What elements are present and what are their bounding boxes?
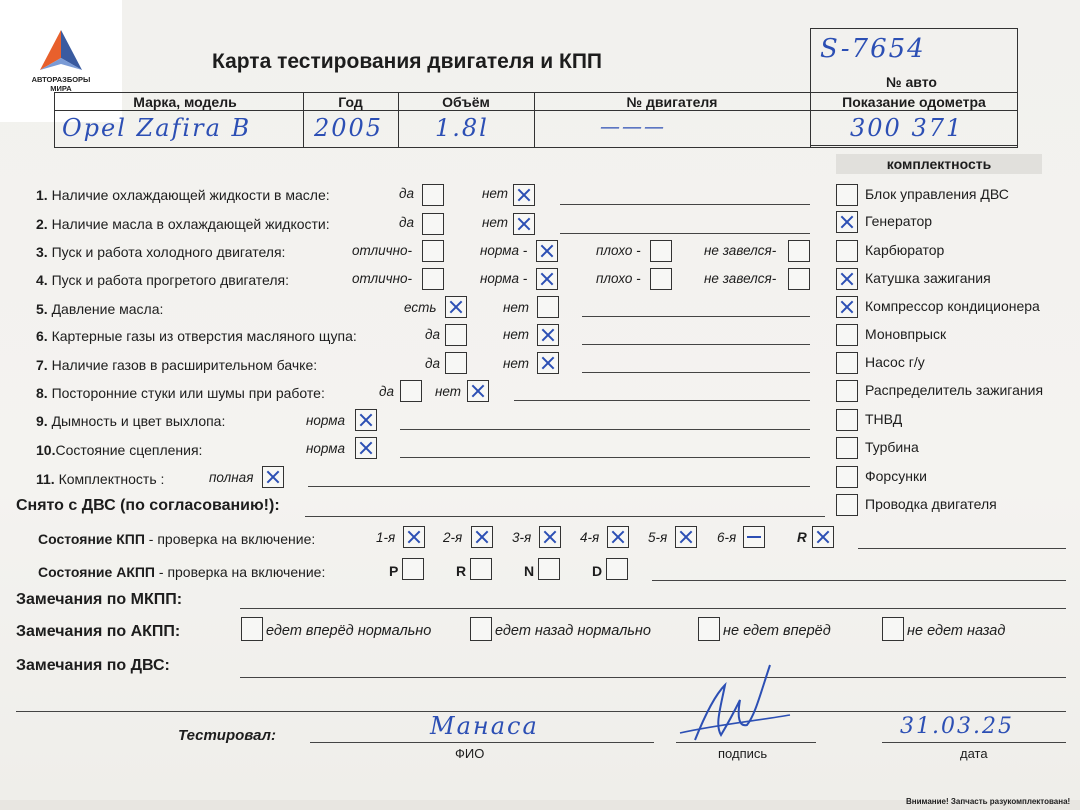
q4-excellent-checkbox[interactable]: [422, 268, 444, 290]
q4-opt-no-start: не завелся-: [704, 271, 777, 286]
kit-item-label: Насос г/у: [865, 354, 925, 370]
q8-text: Посторонние стуки или шумы при работе:: [51, 385, 325, 401]
q10-text: Состояние сцепления:: [55, 442, 203, 458]
kpp-gear-5-checkbox[interactable]: [675, 526, 697, 548]
akpp-mode-r-label: R: [456, 563, 467, 579]
date-handwritten: 31.03.25: [900, 714, 1014, 739]
akpp-no-forward-checkbox[interactable]: [698, 617, 720, 641]
q3-normal-checkbox[interactable]: [536, 240, 558, 262]
q6-opt-no: нет: [503, 327, 530, 342]
q9-num: 9.: [36, 413, 48, 429]
fio-label: ФИО: [455, 746, 485, 761]
value-odometer: 300 371: [850, 114, 964, 142]
q11-opt-full: полная: [209, 470, 254, 485]
q7-opt-yes: да: [425, 356, 440, 371]
q5-num: 5.: [36, 301, 48, 317]
q6-yes-checkbox[interactable]: [445, 324, 467, 346]
q4-text: Пуск и работа прогретого двигателя:: [51, 272, 290, 288]
q5-text: Давление масла:: [51, 301, 164, 317]
akpp-mode-d-checkbox[interactable]: [606, 558, 628, 580]
akpp-backward-ok-label: едет назад нормально: [495, 623, 651, 639]
q3-opt-no-start: не завелся-: [704, 243, 777, 258]
q8-opt-yes: да: [379, 384, 394, 399]
auto-number-label: № авто: [886, 74, 937, 90]
q6-text: Картерные газы из отверстия масляного щупа:: [51, 328, 357, 344]
kpp-gear-3-checkbox[interactable]: [539, 526, 561, 548]
kpp-label-rest: - проверка на включение:: [144, 531, 316, 547]
kit-item-label: Блок управления ДВС: [865, 186, 1009, 202]
q7-num: 7.: [36, 357, 48, 373]
q6-no-checkbox[interactable]: [537, 324, 559, 346]
removed-label: Снято с ДВС (по согласованию!):: [16, 497, 280, 514]
q4-num: 4.: [36, 272, 48, 288]
remarks-akpp-label: Замечания по АКПП:: [16, 623, 181, 640]
q1-opt-no: нет: [482, 186, 509, 201]
akpp-mode-n-label: N: [524, 563, 535, 579]
q4-no-start-checkbox[interactable]: [788, 268, 810, 290]
tester-name-handwritten: Манаса: [430, 712, 539, 740]
q3-no-start-checkbox[interactable]: [788, 240, 810, 262]
akpp-no-forward-label: не едет вперёд: [723, 623, 831, 639]
q1-yes-checkbox[interactable]: [422, 184, 444, 206]
kpp-gear-2-checkbox[interactable]: [471, 526, 493, 548]
kpp-gear-1-checkbox[interactable]: [403, 526, 425, 548]
kpp-label-bold: Состояние КПП: [38, 531, 145, 547]
kit-item-checkbox[interactable]: [836, 268, 858, 290]
kit-item-checkbox[interactable]: [836, 211, 858, 233]
kpp-gear-3-label: 3-я: [512, 530, 532, 545]
q9-text: Дымность и цвет выхлопа:: [51, 413, 226, 429]
q11-num: 11.: [36, 471, 55, 487]
q1-opt-yes: да: [399, 186, 414, 201]
q3-opt-excellent: отлично-: [352, 243, 412, 258]
header-separator: [54, 110, 1018, 111]
kit-item-checkbox[interactable]: [836, 466, 858, 488]
q7-no-checkbox[interactable]: [537, 352, 559, 374]
q10-num: 10.: [36, 442, 56, 458]
q2-no-checkbox[interactable]: [513, 213, 535, 235]
value-engine-number: ———: [600, 114, 666, 138]
kpp-gear-5-label: 5-я: [648, 530, 668, 545]
remarks-dvs-label: Замечания по ДВС:: [16, 657, 170, 674]
q4-bad-checkbox[interactable]: [650, 268, 672, 290]
col-engine-number: № двигателя: [626, 94, 718, 110]
akpp-label-bold: Состояние АКПП: [38, 564, 155, 580]
svg-text:АВТОРАЗБОРЫ: АВТОРАЗБОРЫ: [31, 75, 91, 84]
col-year: Год: [338, 94, 363, 110]
q4-opt-excellent: отлично-: [352, 271, 412, 286]
akpp-backward-ok-checkbox[interactable]: [470, 617, 492, 641]
q8-opt-no: нет: [435, 384, 462, 399]
kit-item-label: Моновпрыск: [865, 326, 947, 342]
q6-num: 6.: [36, 328, 48, 344]
col-volume: Объём: [442, 94, 490, 110]
q2-num: 2.: [36, 216, 48, 232]
kit-item-label: Форсунки: [865, 468, 927, 484]
col-odometer: Показание одометра: [842, 94, 986, 110]
q5-no-checkbox[interactable]: [537, 296, 559, 318]
kpp-gear-2-label: 2-я: [443, 530, 463, 545]
q8-yes-checkbox[interactable]: [400, 380, 422, 402]
q10-normal-checkbox[interactable]: [355, 437, 377, 459]
value-year: 2005: [314, 114, 384, 142]
q4-opt-bad: плохо -: [596, 271, 641, 286]
q9-opt-normal: норма: [306, 413, 346, 428]
q6-opt-yes: да: [425, 327, 440, 342]
kit-item-checkbox[interactable]: [836, 380, 858, 402]
q2-text: Наличие масла в охлаждающей жидкости:: [51, 216, 330, 232]
q7-yes-checkbox[interactable]: [445, 352, 467, 374]
tested-by-label: Тестировал:: [178, 727, 276, 744]
kit-item-checkbox[interactable]: [836, 437, 858, 459]
kit-title: комплектность: [836, 154, 1042, 174]
kit-item-checkbox[interactable]: [836, 409, 858, 431]
q3-excellent-checkbox[interactable]: [422, 240, 444, 262]
kit-item-checkbox[interactable]: [836, 494, 858, 516]
auto-number-value: S-7654: [820, 34, 926, 64]
col-make-model: Марка, модель: [133, 94, 237, 110]
signature-label: подпись: [718, 746, 768, 761]
q5-opt-yes: есть: [404, 300, 437, 315]
kpp-gear-4-label: 4-я: [580, 530, 600, 545]
kit-item-checkbox[interactable]: [836, 296, 858, 318]
kit-item-label: Генератор: [865, 213, 933, 229]
q3-text: Пуск и работа холодного двигателя:: [51, 244, 286, 260]
kit-item-label: Компрессор кондиционера: [865, 298, 1040, 314]
akpp-mode-d-label: D: [592, 563, 603, 579]
kit-item-label: Проводка двигателя: [865, 496, 997, 512]
akpp-mode-n-checkbox[interactable]: [538, 558, 560, 580]
kpp-gear-6-label: 6-я: [717, 530, 737, 545]
page-title: Карта тестирования двигателя и КПП: [212, 50, 603, 73]
kit-item-checkbox[interactable]: [836, 324, 858, 346]
kit-item-checkbox[interactable]: [836, 184, 858, 206]
value-volume: 1.8l: [435, 114, 489, 142]
date-label: дата: [960, 746, 988, 761]
akpp-no-backward-label: не едет назад: [907, 623, 1006, 639]
q3-opt-normal: норма -: [480, 243, 528, 258]
q5-opt-no: нет: [503, 300, 530, 315]
kit-item-label: Катушка зажигания: [865, 270, 991, 286]
remarks-mkpp-label: Замечания по МКПП:: [16, 591, 183, 608]
akpp-no-backward-checkbox[interactable]: [882, 617, 904, 641]
q4-opt-normal: норма -: [480, 271, 528, 286]
kpp-gear-1-label: 1-я: [376, 530, 396, 545]
kpp-gear-r-label: R: [797, 530, 807, 545]
q5-yes-checkbox[interactable]: [445, 296, 467, 318]
svg-text:МИРА: МИРА: [50, 84, 72, 93]
akpp-forward-ok-label: едет вперёд нормально: [266, 623, 432, 639]
q2-opt-no: нет: [482, 215, 509, 230]
q1-text: Наличие охлаждающей жидкости в масле:: [51, 187, 330, 203]
akpp-label-rest: - проверка на включение:: [155, 564, 326, 580]
q11-full-checkbox[interactable]: [262, 466, 284, 488]
signature-scribble: [675, 655, 795, 755]
akpp-forward-ok-checkbox[interactable]: [241, 617, 263, 641]
kit-item-label: Распределитель зажигания: [865, 382, 1044, 398]
q3-bad-checkbox[interactable]: [650, 240, 672, 262]
q3-num: 3.: [36, 244, 48, 260]
q9-normal-checkbox[interactable]: [355, 409, 377, 431]
q7-text: Наличие газов в расширительном бачке:: [51, 357, 318, 373]
warning-text: Внимание! Запчасть разукомплектована!: [906, 797, 1071, 806]
akpp-mode-p-checkbox[interactable]: [402, 558, 424, 580]
q7-opt-no: нет: [503, 356, 530, 371]
q3-opt-bad: плохо -: [596, 243, 641, 258]
q8-no-checkbox[interactable]: [467, 380, 489, 402]
kit-item-checkbox[interactable]: [836, 352, 858, 374]
q1-num: 1.: [36, 187, 48, 203]
akpp-mode-r-checkbox[interactable]: [470, 558, 492, 580]
kpp-gear-6-checkbox[interactable]: [743, 526, 765, 548]
kpp-gear-4-checkbox[interactable]: [607, 526, 629, 548]
q11-text: Комплектность :: [58, 471, 165, 487]
q1-no-checkbox[interactable]: [513, 184, 535, 206]
kit-item-checkbox[interactable]: [836, 240, 858, 262]
q4-normal-checkbox[interactable]: [536, 268, 558, 290]
q10-opt-normal: норма: [306, 441, 346, 456]
akpp-mode-p-label: P: [389, 563, 399, 579]
q8-num: 8.: [36, 385, 48, 401]
q2-yes-checkbox[interactable]: [422, 213, 444, 235]
q2-opt-yes: да: [399, 215, 414, 230]
kit-item-label: Турбина: [865, 439, 919, 455]
kpp-gear-r-checkbox[interactable]: [812, 526, 834, 548]
kit-item-label: Карбюратор: [865, 242, 945, 258]
kit-item-label: ТНВД: [865, 411, 903, 427]
value-make-model: Opel Zafira B: [62, 114, 252, 142]
